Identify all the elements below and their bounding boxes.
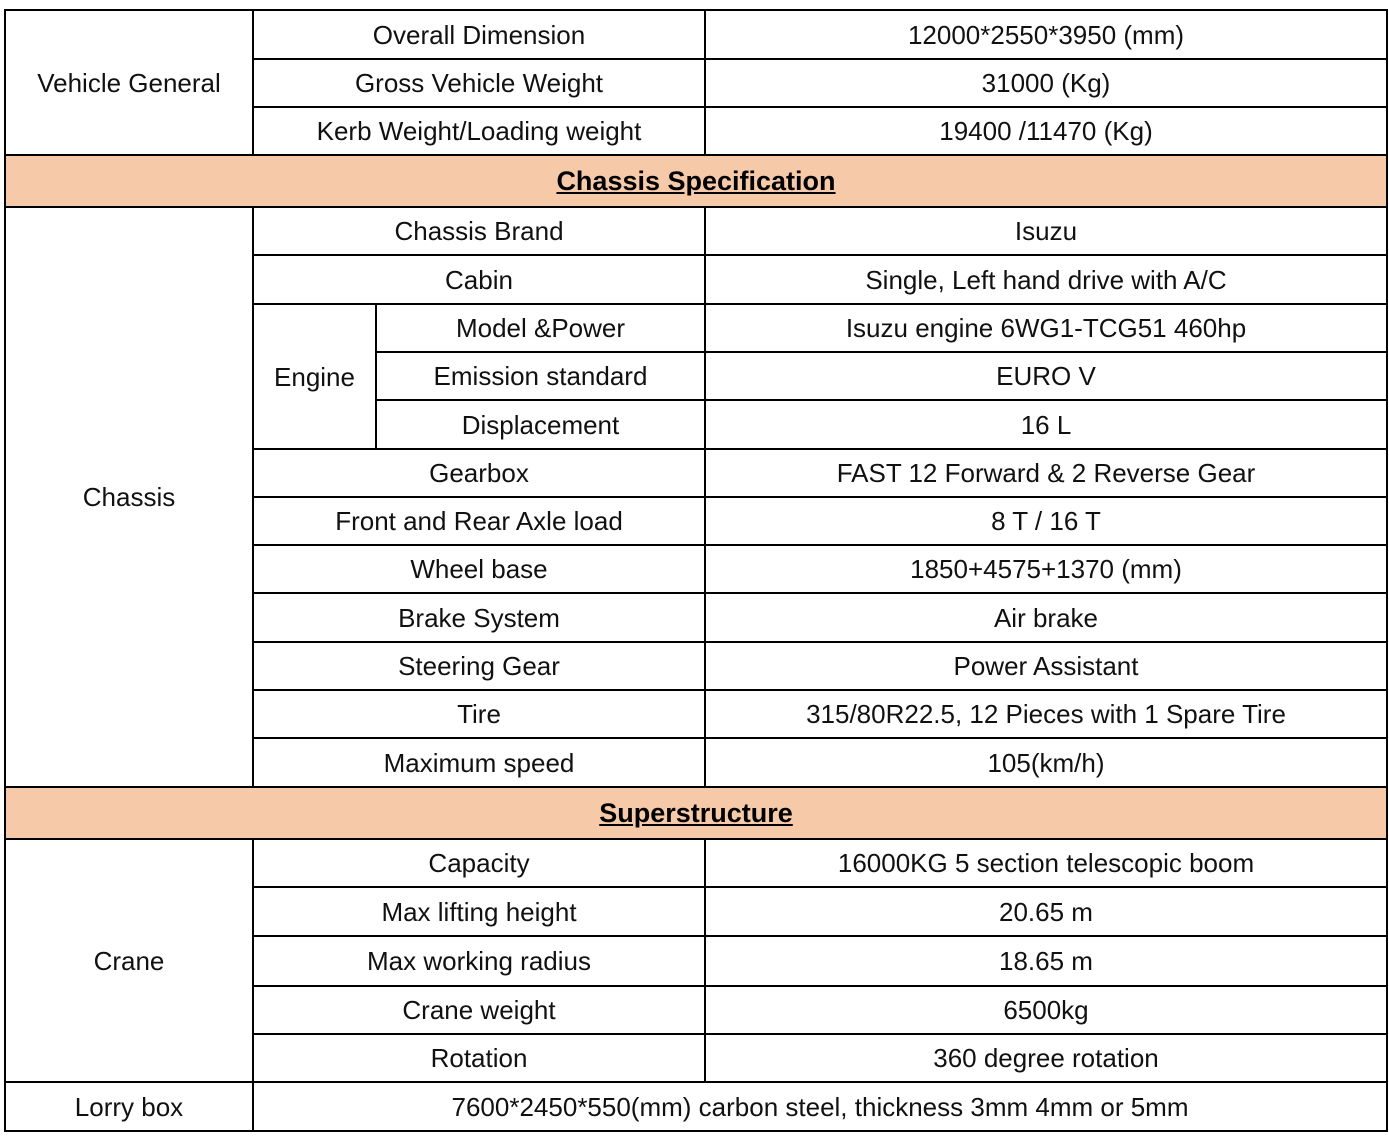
spec-label: Brake System [253, 593, 705, 642]
spec-value: 18.65 m [705, 936, 1387, 986]
spec-label: Tire [253, 690, 705, 738]
spec-table [4, 9, 1388, 1132]
spec-label: Steering Gear [253, 642, 705, 690]
spec-value: Isuzu engine 6WG1-TCG51 460hp [705, 304, 1387, 352]
spec-value: 19400 /11470 (Kg) [705, 107, 1387, 155]
spec-label: Displacement [376, 400, 705, 449]
subgroup-label-engine: Engine [253, 304, 376, 449]
section-header-row [5, 787, 1387, 839]
spec-value: 7600*2450*550(mm) carbon steel, thickness 3mm 4mm or 5mm [253, 1082, 1387, 1131]
spec-label: Cabin [253, 255, 705, 304]
group-label-vehicle-general: Vehicle General [5, 10, 253, 155]
spec-label: Rotation [253, 1034, 705, 1082]
spec-label: Gross Vehicle Weight [253, 59, 705, 107]
group-label-lorry-box: Lorry box [5, 1082, 253, 1131]
spec-value: FAST 12 Forward & 2 Reverse Gear [705, 449, 1387, 497]
spec-value: Single, Left hand drive with A/C [705, 255, 1387, 304]
spec-label: Max lifting height [253, 887, 705, 936]
spec-label: Capacity [253, 839, 705, 887]
spec-value: 31000 (Kg) [705, 59, 1387, 107]
spec-value: 1850+4575+1370 (mm) [705, 545, 1387, 593]
spec-label: Wheel base [253, 545, 705, 593]
spec-value: Isuzu [705, 207, 1387, 255]
table-row [5, 1082, 1387, 1131]
spec-value: 6500kg [705, 986, 1387, 1034]
spec-value: EURO V [705, 352, 1387, 400]
spec-label: Front and Rear Axle load [253, 497, 705, 545]
group-label-chassis: Chassis [5, 207, 253, 787]
spec-value: 360 degree rotation [705, 1034, 1387, 1082]
spec-label: Maximum speed [253, 738, 705, 787]
spec-value: Air brake [705, 593, 1387, 642]
table-row [5, 839, 1387, 887]
spec-value: 8 T / 16 T [705, 497, 1387, 545]
spec-value: 16 L [705, 400, 1387, 449]
spec-label: Model &Power [376, 304, 705, 352]
section-header-row [5, 155, 1387, 207]
table-row [5, 207, 1387, 255]
spec-value: 20.65 m [705, 887, 1387, 936]
spec-label: Emission standard [376, 352, 705, 400]
spec-value: 105(km/h) [705, 738, 1387, 787]
group-label-crane: Crane [5, 839, 253, 1082]
spec-label: Max working radius [253, 936, 705, 986]
spec-label: Chassis Brand [253, 207, 705, 255]
section-header-chassis-specification: Chassis Specification [5, 155, 1387, 207]
table-row [5, 10, 1387, 59]
spec-value: 315/80R22.5, 12 Pieces with 1 Spare Tire [705, 690, 1387, 738]
spec-value: Power Assistant [705, 642, 1387, 690]
spec-label: Kerb Weight/Loading weight [253, 107, 705, 155]
spec-label: Crane weight [253, 986, 705, 1034]
spec-label: Overall Dimension [253, 10, 705, 59]
section-header-superstructure: Superstructure [5, 787, 1387, 839]
spec-value: 12000*2550*3950 (mm) [705, 10, 1387, 59]
spec-label: Gearbox [253, 449, 705, 497]
spec-value: 16000KG 5 section telescopic boom [705, 839, 1387, 887]
